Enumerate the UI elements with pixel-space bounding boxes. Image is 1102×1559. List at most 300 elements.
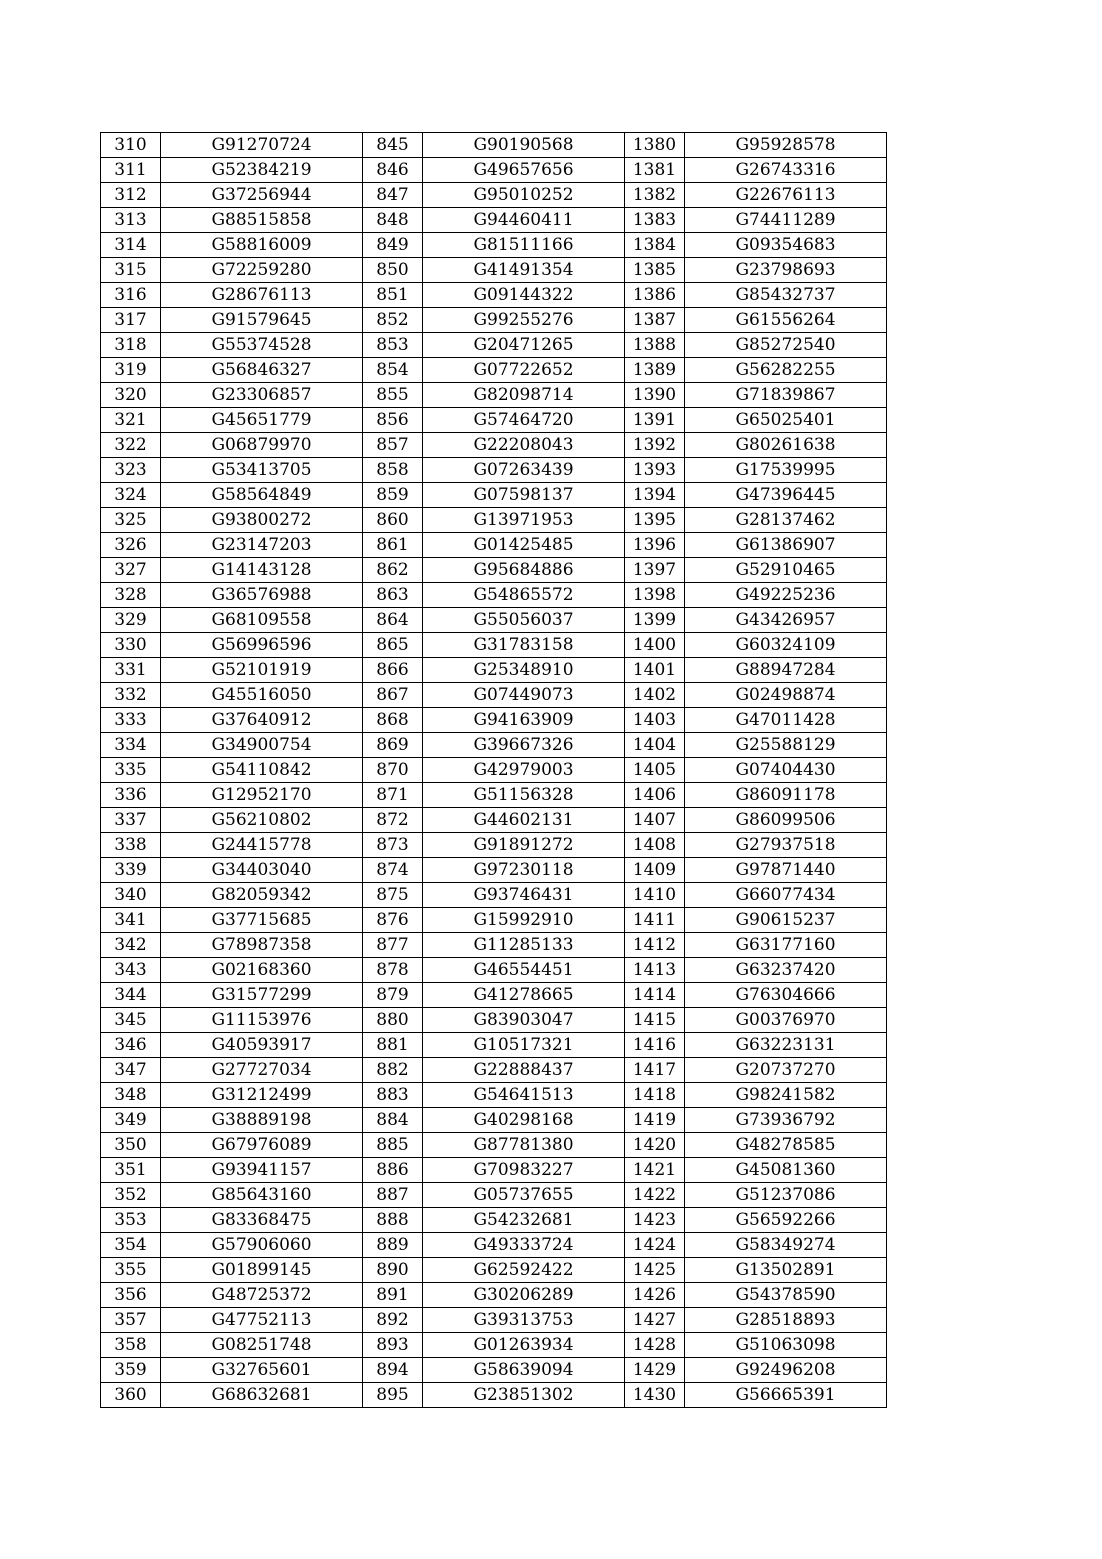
code-cell: G51063098 <box>685 1333 887 1358</box>
row-number-cell: 352 <box>101 1183 161 1208</box>
row-number-cell: 1390 <box>625 383 685 408</box>
row-number-cell: 849 <box>363 233 423 258</box>
code-cell: G72259280 <box>161 258 363 283</box>
row-number-cell: 888 <box>363 1208 423 1233</box>
table-row <box>101 758 887 783</box>
row-number-cell: 1388 <box>625 333 685 358</box>
row-number-cell: 1396 <box>625 533 685 558</box>
row-number-cell: 316 <box>101 283 161 308</box>
row-number-cell: 879 <box>363 983 423 1008</box>
code-cell: G67976089 <box>161 1133 363 1158</box>
table-row <box>101 1208 887 1233</box>
row-number-cell: 315 <box>101 258 161 283</box>
row-number-cell: 1415 <box>625 1008 685 1033</box>
code-cell: G95684886 <box>423 558 625 583</box>
row-number-cell: 868 <box>363 708 423 733</box>
row-number-cell: 1425 <box>625 1258 685 1283</box>
code-cell: G23306857 <box>161 383 363 408</box>
table-row <box>101 783 887 808</box>
code-cell: G91891272 <box>423 833 625 858</box>
code-cell: G23798693 <box>685 258 887 283</box>
row-number-cell: 878 <box>363 958 423 983</box>
row-number-cell: 1426 <box>625 1283 685 1308</box>
code-cell: G52384219 <box>161 158 363 183</box>
row-number-cell: 863 <box>363 583 423 608</box>
code-cell: G91579645 <box>161 308 363 333</box>
code-cell: G85432737 <box>685 283 887 308</box>
code-cell: G34900754 <box>161 733 363 758</box>
code-cell: G10517321 <box>423 1033 625 1058</box>
code-cell: G93746431 <box>423 883 625 908</box>
row-number-cell: 1416 <box>625 1033 685 1058</box>
code-cell: G49333724 <box>423 1233 625 1258</box>
row-number-cell: 1424 <box>625 1233 685 1258</box>
code-cell: G57906060 <box>161 1233 363 1258</box>
row-number-cell: 347 <box>101 1058 161 1083</box>
code-cell: G93800272 <box>161 508 363 533</box>
data-table <box>100 132 887 1408</box>
row-number-cell: 874 <box>363 858 423 883</box>
row-number-cell: 351 <box>101 1158 161 1183</box>
code-cell: G58564849 <box>161 483 363 508</box>
code-cell: G45516050 <box>161 683 363 708</box>
row-number-cell: 325 <box>101 508 161 533</box>
row-number-cell: 349 <box>101 1108 161 1133</box>
row-number-cell: 865 <box>363 633 423 658</box>
code-cell: G14143128 <box>161 558 363 583</box>
table-row <box>101 1083 887 1108</box>
code-cell: G47011428 <box>685 708 887 733</box>
code-cell: G37715685 <box>161 908 363 933</box>
code-cell: G55374528 <box>161 333 363 358</box>
code-cell: G39667326 <box>423 733 625 758</box>
row-number-cell: 877 <box>363 933 423 958</box>
code-cell: G02498874 <box>685 683 887 708</box>
code-cell: G97230118 <box>423 858 625 883</box>
row-number-cell: 340 <box>101 883 161 908</box>
code-cell: G30206289 <box>423 1283 625 1308</box>
code-cell: G09144322 <box>423 283 625 308</box>
code-cell: G41491354 <box>423 258 625 283</box>
row-number-cell: 1414 <box>625 983 685 1008</box>
row-number-cell: 317 <box>101 308 161 333</box>
code-cell: G02168360 <box>161 958 363 983</box>
table-row <box>101 658 887 683</box>
code-cell: G51156328 <box>423 783 625 808</box>
code-cell: G58816009 <box>161 233 363 258</box>
row-number-cell: 1427 <box>625 1308 685 1333</box>
code-cell: G49657656 <box>423 158 625 183</box>
code-cell: G12952170 <box>161 783 363 808</box>
row-number-cell: 1402 <box>625 683 685 708</box>
row-number-cell: 313 <box>101 208 161 233</box>
code-cell: G13502891 <box>685 1258 887 1283</box>
code-cell: G22208043 <box>423 433 625 458</box>
table-row <box>101 208 887 233</box>
code-cell: G54232681 <box>423 1208 625 1233</box>
row-number-cell: 876 <box>363 908 423 933</box>
row-number-cell: 1411 <box>625 908 685 933</box>
table-row <box>101 1283 887 1308</box>
code-cell: G31212499 <box>161 1083 363 1108</box>
row-number-cell: 1387 <box>625 308 685 333</box>
table-row <box>101 408 887 433</box>
code-cell: G94163909 <box>423 708 625 733</box>
row-number-cell: 875 <box>363 883 423 908</box>
row-number-cell: 873 <box>363 833 423 858</box>
row-number-cell: 1386 <box>625 283 685 308</box>
code-cell: G91270724 <box>161 133 363 158</box>
row-number-cell: 354 <box>101 1233 161 1258</box>
code-cell: G90615237 <box>685 908 887 933</box>
row-number-cell: 1409 <box>625 858 685 883</box>
row-number-cell: 852 <box>363 308 423 333</box>
table-row <box>101 1133 887 1158</box>
table-row <box>101 908 887 933</box>
code-cell: G37640912 <box>161 708 363 733</box>
code-cell: G98241582 <box>685 1083 887 1108</box>
code-cell: G46554451 <box>423 958 625 983</box>
row-number-cell: 1430 <box>625 1383 685 1408</box>
row-number-cell: 1403 <box>625 708 685 733</box>
code-cell: G37256944 <box>161 183 363 208</box>
table-row <box>101 358 887 383</box>
row-number-cell: 871 <box>363 783 423 808</box>
row-number-cell: 328 <box>101 583 161 608</box>
table-row <box>101 158 887 183</box>
row-number-cell: 1422 <box>625 1183 685 1208</box>
code-cell: G40298168 <box>423 1108 625 1133</box>
row-number-cell: 334 <box>101 733 161 758</box>
code-cell: G45081360 <box>685 1158 887 1183</box>
row-number-cell: 886 <box>363 1158 423 1183</box>
code-cell: G63177160 <box>685 933 887 958</box>
code-cell: G01899145 <box>161 1258 363 1283</box>
row-number-cell: 321 <box>101 408 161 433</box>
row-number-cell: 341 <box>101 908 161 933</box>
row-number-cell: 894 <box>363 1358 423 1383</box>
table-row <box>101 1233 887 1258</box>
table-row <box>101 708 887 733</box>
code-cell: G27727034 <box>161 1058 363 1083</box>
table-row <box>101 1258 887 1283</box>
row-number-cell: 882 <box>363 1058 423 1083</box>
table-row <box>101 1383 887 1408</box>
row-number-cell: 323 <box>101 458 161 483</box>
row-number-cell: 846 <box>363 158 423 183</box>
code-cell: G54865572 <box>423 583 625 608</box>
code-cell: G63223131 <box>685 1033 887 1058</box>
code-cell: G58349274 <box>685 1233 887 1258</box>
row-number-cell: 869 <box>363 733 423 758</box>
row-number-cell: 890 <box>363 1258 423 1283</box>
row-number-cell: 319 <box>101 358 161 383</box>
code-cell: G94460411 <box>423 208 625 233</box>
code-cell: G56846327 <box>161 358 363 383</box>
row-number-cell: 883 <box>363 1083 423 1108</box>
code-cell: G83903047 <box>423 1008 625 1033</box>
code-cell: G51237086 <box>685 1183 887 1208</box>
code-cell: G71839867 <box>685 383 887 408</box>
table-row <box>101 458 887 483</box>
table-row <box>101 508 887 533</box>
code-cell: G01263934 <box>423 1333 625 1358</box>
row-number-cell: 1407 <box>625 808 685 833</box>
row-number-cell: 859 <box>363 483 423 508</box>
row-number-cell: 1404 <box>625 733 685 758</box>
row-number-cell: 870 <box>363 758 423 783</box>
row-number-cell: 851 <box>363 283 423 308</box>
row-number-cell: 887 <box>363 1183 423 1208</box>
row-number-cell: 353 <box>101 1208 161 1233</box>
code-cell: G54641513 <box>423 1083 625 1108</box>
table-row <box>101 683 887 708</box>
row-number-cell: 327 <box>101 558 161 583</box>
code-cell: G85272540 <box>685 333 887 358</box>
table-row <box>101 1358 887 1383</box>
row-number-cell: 860 <box>363 508 423 533</box>
row-number-cell: 884 <box>363 1108 423 1133</box>
row-number-cell: 1418 <box>625 1083 685 1108</box>
table-row <box>101 733 887 758</box>
code-cell: G26743316 <box>685 158 887 183</box>
code-cell: G47752113 <box>161 1308 363 1333</box>
code-cell: G86099506 <box>685 808 887 833</box>
row-number-cell: 891 <box>363 1283 423 1308</box>
row-number-cell: 1412 <box>625 933 685 958</box>
code-cell: G62592422 <box>423 1258 625 1283</box>
code-cell: G11285133 <box>423 933 625 958</box>
code-cell: G22888437 <box>423 1058 625 1083</box>
code-cell: G56282255 <box>685 358 887 383</box>
row-number-cell: 1395 <box>625 508 685 533</box>
row-number-cell: 346 <box>101 1033 161 1058</box>
code-cell: G80261638 <box>685 433 887 458</box>
code-cell: G56665391 <box>685 1383 887 1408</box>
code-cell: G52910465 <box>685 558 887 583</box>
row-number-cell: 348 <box>101 1083 161 1108</box>
table-row <box>101 283 887 308</box>
code-cell: G65025401 <box>685 408 887 433</box>
row-number-cell: 324 <box>101 483 161 508</box>
row-number-cell: 320 <box>101 383 161 408</box>
row-number-cell: 338 <box>101 833 161 858</box>
table-row <box>101 1033 887 1058</box>
code-cell: G28137462 <box>685 508 887 533</box>
row-number-cell: 1381 <box>625 158 685 183</box>
code-cell: G82059342 <box>161 883 363 908</box>
row-number-cell: 1384 <box>625 233 685 258</box>
code-cell: G86091178 <box>685 783 887 808</box>
table-row <box>101 983 887 1008</box>
code-cell: G28518893 <box>685 1308 887 1333</box>
code-cell: G13971953 <box>423 508 625 533</box>
code-cell: G32765601 <box>161 1358 363 1383</box>
code-cell: G25348910 <box>423 658 625 683</box>
row-number-cell: 872 <box>363 808 423 833</box>
row-number-cell: 855 <box>363 383 423 408</box>
table-row <box>101 483 887 508</box>
table-row <box>101 833 887 858</box>
row-number-cell: 343 <box>101 958 161 983</box>
code-cell: G97871440 <box>685 858 887 883</box>
code-cell: G88515858 <box>161 208 363 233</box>
row-number-cell: 311 <box>101 158 161 183</box>
code-cell: G43426957 <box>685 608 887 633</box>
row-number-cell: 857 <box>363 433 423 458</box>
code-cell: G99255276 <box>423 308 625 333</box>
code-cell: G07722652 <box>423 358 625 383</box>
code-cell: G05737655 <box>423 1183 625 1208</box>
row-number-cell: 314 <box>101 233 161 258</box>
row-number-cell: 847 <box>363 183 423 208</box>
code-cell: G60324109 <box>685 633 887 658</box>
code-cell: G25588129 <box>685 733 887 758</box>
code-cell: G49225236 <box>685 583 887 608</box>
code-cell: G07449073 <box>423 683 625 708</box>
row-number-cell: 1429 <box>625 1358 685 1383</box>
table-row <box>101 883 887 908</box>
table-body <box>101 133 887 1408</box>
row-number-cell: 312 <box>101 183 161 208</box>
code-cell: G90190568 <box>423 133 625 158</box>
row-number-cell: 337 <box>101 808 161 833</box>
row-number-cell: 1382 <box>625 183 685 208</box>
table-row <box>101 933 887 958</box>
code-cell: G07598137 <box>423 483 625 508</box>
row-number-cell: 1417 <box>625 1058 685 1083</box>
row-number-cell: 335 <box>101 758 161 783</box>
row-number-cell: 1389 <box>625 358 685 383</box>
table-row <box>101 258 887 283</box>
code-cell: G36576988 <box>161 583 363 608</box>
code-cell: G17539995 <box>685 458 887 483</box>
code-cell: G53413705 <box>161 458 363 483</box>
code-cell: G15992910 <box>423 908 625 933</box>
row-number-cell: 1394 <box>625 483 685 508</box>
code-cell: G95928578 <box>685 133 887 158</box>
table-row <box>101 333 887 358</box>
code-cell: G85643160 <box>161 1183 363 1208</box>
row-number-cell: 1392 <box>625 433 685 458</box>
row-number-cell: 331 <box>101 658 161 683</box>
table-row <box>101 1308 887 1333</box>
row-number-cell: 853 <box>363 333 423 358</box>
row-number-cell: 881 <box>363 1033 423 1058</box>
table-row <box>101 383 887 408</box>
code-cell: G23851302 <box>423 1383 625 1408</box>
table-row <box>101 533 887 558</box>
row-number-cell: 330 <box>101 633 161 658</box>
row-number-cell: 1423 <box>625 1208 685 1233</box>
table-row <box>101 1333 887 1358</box>
code-cell: G23147203 <box>161 533 363 558</box>
row-number-cell: 355 <box>101 1258 161 1283</box>
row-number-cell: 850 <box>363 258 423 283</box>
row-number-cell: 885 <box>363 1133 423 1158</box>
code-cell: G22676113 <box>685 183 887 208</box>
code-cell: G56210802 <box>161 808 363 833</box>
row-number-cell: 895 <box>363 1383 423 1408</box>
code-cell: G47396445 <box>685 483 887 508</box>
code-cell: G61386907 <box>685 533 887 558</box>
table-row <box>101 433 887 458</box>
code-cell: G20737270 <box>685 1058 887 1083</box>
row-number-cell: 357 <box>101 1308 161 1333</box>
code-cell: G48278585 <box>685 1133 887 1158</box>
code-cell: G76304666 <box>685 983 887 1008</box>
row-number-cell: 858 <box>363 458 423 483</box>
code-cell: G28676113 <box>161 283 363 308</box>
table-row <box>101 958 887 983</box>
code-cell: G09354683 <box>685 233 887 258</box>
row-number-cell: 1397 <box>625 558 685 583</box>
row-number-cell: 1420 <box>625 1133 685 1158</box>
code-cell: G74411289 <box>685 208 887 233</box>
code-cell: G48725372 <box>161 1283 363 1308</box>
row-number-cell: 1399 <box>625 608 685 633</box>
code-cell: G00376970 <box>685 1008 887 1033</box>
table-row <box>101 583 887 608</box>
table-row <box>101 1158 887 1183</box>
table-row <box>101 608 887 633</box>
code-cell: G55056037 <box>423 608 625 633</box>
row-number-cell: 333 <box>101 708 161 733</box>
row-number-cell: 1380 <box>625 133 685 158</box>
code-cell: G24415778 <box>161 833 363 858</box>
row-number-cell: 350 <box>101 1133 161 1158</box>
code-cell: G31577299 <box>161 983 363 1008</box>
row-number-cell: 1410 <box>625 883 685 908</box>
code-cell: G31783158 <box>423 633 625 658</box>
row-number-cell: 862 <box>363 558 423 583</box>
row-number-cell: 867 <box>363 683 423 708</box>
row-number-cell: 322 <box>101 433 161 458</box>
row-number-cell: 845 <box>363 133 423 158</box>
row-number-cell: 1421 <box>625 1158 685 1183</box>
row-number-cell: 356 <box>101 1283 161 1308</box>
row-number-cell: 864 <box>363 608 423 633</box>
code-cell: G68632681 <box>161 1383 363 1408</box>
table-row <box>101 133 887 158</box>
code-cell: G82098714 <box>423 383 625 408</box>
code-cell: G63237420 <box>685 958 887 983</box>
code-cell: G08251748 <box>161 1333 363 1358</box>
table-row <box>101 308 887 333</box>
table-row <box>101 1058 887 1083</box>
row-number-cell: 1400 <box>625 633 685 658</box>
code-cell: G01425485 <box>423 533 625 558</box>
code-cell: G45651779 <box>161 408 363 433</box>
code-cell: G81511166 <box>423 233 625 258</box>
row-number-cell: 359 <box>101 1358 161 1383</box>
code-cell: G20471265 <box>423 333 625 358</box>
row-number-cell: 892 <box>363 1308 423 1333</box>
table-row <box>101 183 887 208</box>
code-cell: G40593917 <box>161 1033 363 1058</box>
row-number-cell: 318 <box>101 333 161 358</box>
code-cell: G58639094 <box>423 1358 625 1383</box>
row-number-cell: 345 <box>101 1008 161 1033</box>
code-cell: G66077434 <box>685 883 887 908</box>
code-cell: G52101919 <box>161 658 363 683</box>
table-row <box>101 1108 887 1133</box>
code-cell: G78987358 <box>161 933 363 958</box>
table-row <box>101 558 887 583</box>
code-cell: G56592266 <box>685 1208 887 1233</box>
code-cell: G44602131 <box>423 808 625 833</box>
row-number-cell: 893 <box>363 1333 423 1358</box>
